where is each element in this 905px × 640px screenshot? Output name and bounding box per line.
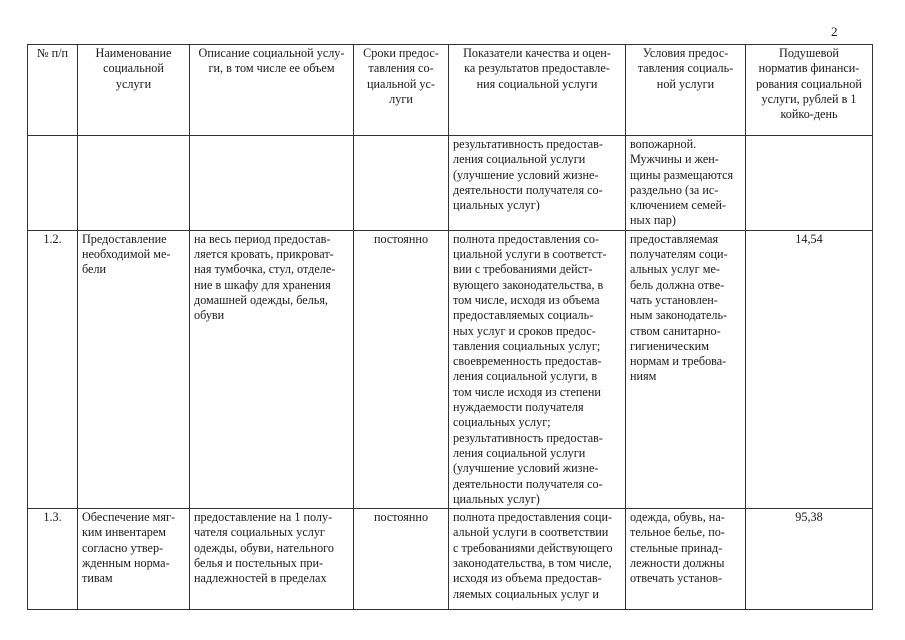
text-line: койко-день	[780, 107, 838, 122]
text-line: обуви	[194, 308, 225, 323]
text-line: нормам и требова-	[630, 354, 727, 369]
text-line: на весь период предостав-	[194, 231, 331, 246]
text-line: постоянно	[373, 231, 429, 246]
text-line: циальной ус-	[367, 76, 435, 91]
text-line: норматив финанси-	[758, 61, 860, 76]
text-line: тавления со-	[368, 61, 434, 76]
text-line: бели	[82, 262, 107, 277]
text-line: Предоставление	[82, 231, 167, 246]
text-line: (улучшение условий жизне-	[453, 461, 599, 476]
text-line: услуги	[115, 76, 152, 91]
text-line: белья и постельных при-	[194, 556, 324, 571]
text-line: надлежностей в пределах	[194, 571, 327, 586]
text-line: чать установлен-	[630, 292, 718, 307]
text-line: исходя из объема предостав-	[453, 571, 602, 586]
text-line: результативность предостав-	[453, 430, 603, 445]
text-line: Подушевой	[779, 46, 839, 60]
header-terms	[354, 45, 449, 136]
text-line: необходимой ме-	[82, 247, 171, 262]
text-line: ния социальной услуги	[476, 76, 598, 91]
header-num	[28, 45, 78, 136]
cell-num: 1.2.	[28, 230, 78, 508]
cell-conditions	[626, 136, 746, 231]
text-line: услуги, рублей в 1	[761, 91, 857, 106]
cell-terms	[354, 509, 449, 610]
text-line: циальных услуг)	[453, 198, 540, 213]
cell-num	[28, 136, 78, 231]
text-line: отвечать установ-	[630, 571, 723, 586]
text-line: с требованиями действующего	[453, 540, 613, 555]
text-line: ляемых социальных услуг и	[453, 586, 599, 601]
text-line: одежда, обувь, на-	[630, 510, 725, 525]
table-header-row	[28, 45, 873, 136]
cell-conditions	[626, 509, 746, 610]
text-line: Показатели качества и оцен-	[463, 46, 611, 60]
text-line: законодательства, в том числе,	[453, 556, 612, 571]
cell-conditions	[626, 230, 746, 508]
text-line: тавления социальных услуг;	[453, 338, 601, 353]
text-line: домашней одежды, белья,	[194, 292, 328, 307]
text-line: альной услуги в соответствии	[453, 525, 609, 540]
text-line: ных услуг и сроков предос-	[453, 323, 596, 338]
cell-indicators	[449, 230, 626, 508]
text-line: полнота предоставления со-	[453, 231, 600, 246]
table-row-1-2	[28, 230, 873, 508]
text-line: социальных услуг;	[453, 415, 551, 430]
cell-norm: 14,54	[746, 230, 873, 508]
text-line: Наименование	[95, 46, 172, 60]
text-line: Обеспечение мяг-	[82, 510, 176, 525]
cell-name	[78, 509, 190, 610]
text-line: социальной	[103, 61, 164, 76]
text-line: вопожарной.	[630, 137, 697, 151]
text-line: ления социальной услуги	[453, 152, 586, 167]
text-line: ги, в том числе ее объем	[208, 61, 335, 76]
text-line: бель должна отве-	[630, 277, 725, 292]
header-norm	[746, 45, 873, 136]
cell-name	[78, 230, 190, 508]
text-line: тельное белье, по-	[630, 525, 725, 540]
text-line: ления социальной услуги, в	[453, 369, 598, 384]
text-line: Сроки предос-	[363, 46, 439, 60]
text-line: луги	[389, 91, 413, 106]
header-conditions	[626, 45, 746, 136]
text-line: рования социальной	[756, 76, 862, 91]
cell-norm: 95,38	[746, 509, 873, 610]
text-line: результативность предостав-	[453, 137, 603, 151]
text-line: деятельности получателя со-	[453, 182, 603, 197]
text-line: стельные принад-	[630, 540, 723, 555]
text-line: лежности должны	[630, 556, 725, 571]
text-line: том числе исходя из степени	[453, 384, 601, 399]
cell-num: 1.3.	[28, 509, 78, 610]
text-line: раздельно (за ис-	[630, 182, 719, 197]
text-line: чателя социальных услуг	[194, 525, 325, 540]
text-line: том числе, исходя из объема	[453, 292, 600, 307]
text-line: жденным норма-	[82, 556, 170, 571]
text-line: тивам	[82, 571, 113, 586]
text-line: полнота предоставления соци-	[453, 510, 613, 525]
social-services-table	[27, 44, 873, 610]
text-line: ким инвентарем	[82, 525, 166, 540]
text-line: тавления социаль-	[637, 61, 734, 76]
text-line: ная тумбочка, стул, отделе-	[194, 262, 336, 277]
table-row-continuation	[28, 136, 873, 231]
text-line: (улучшение условий жизне-	[453, 167, 599, 182]
header-indicators	[449, 45, 626, 136]
table-row-1-3	[28, 509, 873, 610]
header-description	[190, 45, 354, 136]
cell-name	[78, 136, 190, 231]
text-line: получателям соци-	[630, 247, 728, 262]
cell-description	[190, 509, 354, 610]
text-line: вии с требованиями дейст-	[453, 262, 593, 277]
text-line: ной услуги	[656, 76, 715, 91]
text-line: ством санитарно-	[630, 323, 721, 338]
text-line: ляется кровать, прикроват-	[194, 247, 334, 262]
cell-description	[190, 136, 354, 231]
text-line: ка результатов предоставле-	[464, 61, 610, 76]
text-line: циальных услуг)	[453, 491, 540, 506]
text-line: вующего законодательства, в	[453, 277, 604, 292]
text-line: ние в шкафу для хранения	[194, 277, 331, 292]
text-line: Мужчины и жен-	[630, 152, 719, 167]
cell-indicators	[449, 509, 626, 610]
text-line: Условия предос-	[642, 46, 729, 60]
cell-terms	[354, 230, 449, 508]
text-line: ным законодатель-	[630, 308, 728, 323]
text-line: предоставляемых социаль-	[453, 308, 594, 323]
text-line: предоставляемая	[630, 231, 719, 246]
text-line: одежды, обуви, нательного	[194, 540, 334, 555]
text-line: № п/п	[36, 46, 69, 60]
text-line: согласно утвер-	[82, 540, 164, 555]
cell-indicators	[449, 136, 626, 231]
page-number: 2	[831, 24, 838, 39]
text-line: ления социальной услуги	[453, 445, 586, 460]
text-line: гигиеническим	[630, 338, 709, 353]
text-line: своевременность предостав-	[453, 354, 602, 369]
text-line: циальной услуги в соответст-	[453, 247, 607, 262]
header-name	[78, 45, 190, 136]
cell-norm	[746, 136, 873, 231]
cell-terms	[354, 136, 449, 231]
text-line: нуждаемости получателя	[453, 400, 584, 415]
text-line: ных пар)	[630, 213, 676, 228]
cell-description	[190, 230, 354, 508]
text-line: альных услуг ме-	[630, 262, 720, 277]
text-line: Описание социальной услу-	[198, 46, 345, 60]
text-line: ключением семей-	[630, 198, 727, 213]
text-line: предоставление на 1 полу-	[194, 510, 333, 525]
text-line: ниям	[630, 369, 657, 384]
text-line: деятельности получателя со-	[453, 476, 603, 491]
text-line: постоянно	[373, 510, 429, 525]
text-line: щины размещаются	[630, 167, 734, 182]
